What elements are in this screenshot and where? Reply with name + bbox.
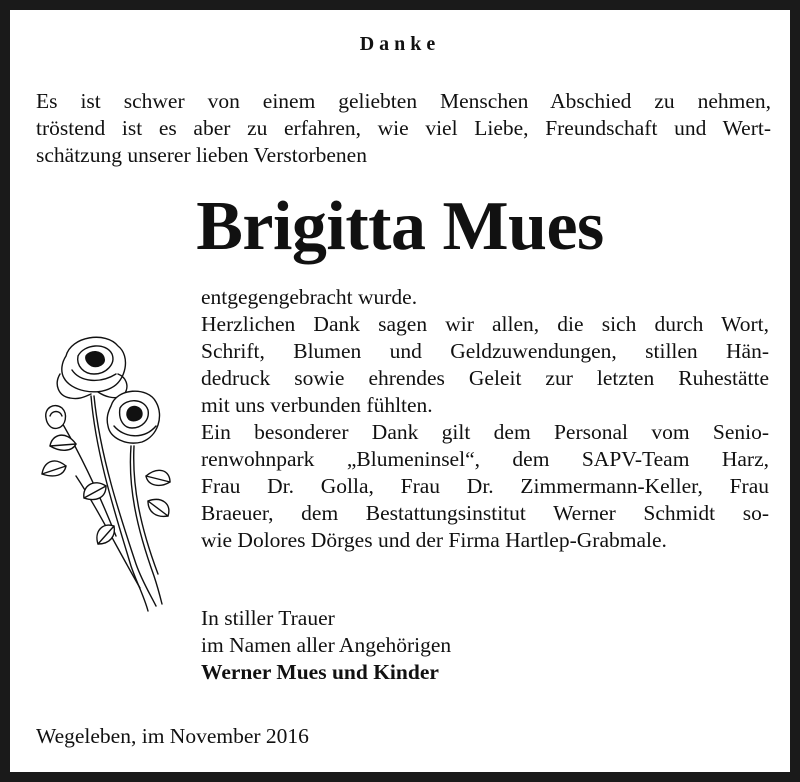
deceased-name: Brigitta Mues <box>196 188 604 265</box>
body-line: Herzlichen Dank sagen wir allen, die sich durch Wort, <box>201 312 769 336</box>
signature-line: im Namen aller Angehörigen <box>201 633 452 657</box>
intro-line: tröstend ist es aber zu erfahren, wie viel Liebe, Freundschaft und Wert- <box>36 116 771 140</box>
signature-names: Werner Mues und Kinder <box>201 660 439 684</box>
signature-line: In stiller Trauer <box>201 606 335 630</box>
body-line: Ein besonderer Dank gilt dem Personal vom Senio- <box>201 420 769 444</box>
intro-line: schätzung unserer lieben Verstorbenen <box>36 143 367 167</box>
body-line: renwohnpark „Blumeninsel“, dem SAPV-Team Harz, <box>201 447 769 471</box>
body-line: dedruck sowie ehrendes Geleit zur letzten Ruhestätte <box>201 366 769 390</box>
body-line: Schrift, Blumen und Geldzuwendungen, stillen Hän- <box>201 339 769 363</box>
body-line: entgegengebracht wurde. <box>201 285 418 309</box>
thanks-paragraph <box>201 284 769 554</box>
body-line: mit uns verbunden fühlten. <box>201 393 433 417</box>
body-line: wie Dolores Dörges und der Firma Hartlep-Grabmale. <box>201 528 667 552</box>
signature-block <box>201 605 451 686</box>
notice-heading: Danke <box>359 33 441 55</box>
intro-paragraph <box>36 88 771 169</box>
place-and-date: Wegeleben, im November 2016 <box>36 724 309 748</box>
body-line: Frau Dr. Golla, Frau Dr. Zimmermann-Keller, Frau <box>201 474 769 498</box>
body-line: Braeuer, dem Bestattungsinstitut Werner Schmidt so- <box>201 501 769 525</box>
roses-icon <box>36 326 176 616</box>
intro-line: Es ist schwer von einem geliebten Menschen Abschied zu nehmen, <box>36 89 771 113</box>
